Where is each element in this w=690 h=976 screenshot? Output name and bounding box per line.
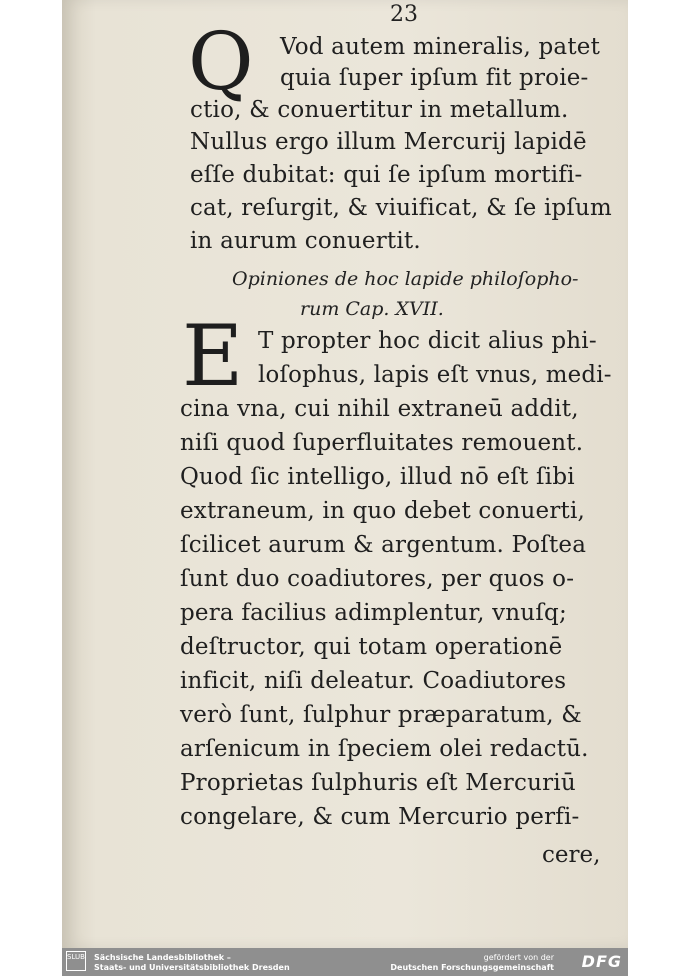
text-line: extraneum, in quo debet conuerti, [180,498,586,524]
text-line: loſophus, lapis eſt vnus, medi- [258,362,612,388]
dropcap-q: Q [188,15,254,108]
catchword: cere, [542,842,601,868]
text-line: verò ſunt, ſulphur præparatum, & [180,702,582,728]
text-line: deſtructor, qui totam operationē [180,634,563,660]
text-line: T propter hoc dicit alius phi- [258,328,597,354]
footer-bar [62,948,628,976]
text-line: cina vna, cui nihil extraneū addit, [180,396,579,422]
chapter-heading-line1: Opiniones de hoc lapide philoſopho- [232,268,579,290]
text-line: pera facilius adimplentur, vnuſq; [180,600,567,626]
text-line: quia ſuper ipſum fit proie- [280,65,589,91]
text-line: Vod autem mineralis, patet [280,34,601,60]
text-line: cat, reſurgit, & viuificat, & ſe ipſum [190,195,612,221]
page-number: 23 [390,2,418,27]
text-line: Quod ſic intelligo, illud nō eſt ſibi [180,464,575,490]
library-name-line1: Sächsische Landesbibliothek – [94,953,231,962]
text-line: eſſe dubitat: qui ſe ipſum mortifi- [190,162,583,188]
funding-line1: gefördert von der [483,953,554,962]
dropcap-e: E [182,307,244,405]
library-name-line2: Staats- und Universitätsbibliothek Dresden [94,963,290,972]
text-line: Proprietas ſulphuris eſt Mercuriū [180,770,576,796]
text-line: ctio, & conuertitur in metallum. [190,97,569,123]
funding-line2: Deutschen Forschungsgemeinschaft [390,963,554,972]
slub-logo-icon: SLUB [66,951,86,971]
chapter-heading-line2: rum Cap. XVII. [300,298,444,320]
text-line: niſi quod ſuperfluitates remouent. [180,430,584,456]
text-line: ſunt duo coadiutores, per quos o- [180,566,575,592]
text-line: ſcilicet aurum & argentum. Poſtea [180,532,587,558]
text-line: Nullus ergo illum Mercurij lapidē [190,129,587,155]
dfg-logo-icon: DFG [581,952,622,971]
text-line: inficit, niſi deleatur. Coadiutores [180,668,567,694]
text-line: congelare, & cum Mercurio perfi- [180,804,580,830]
text-line: arſenicum in ſpeciem olei redactū. [180,736,589,762]
text-line: in aurum conuertit. [190,228,421,254]
